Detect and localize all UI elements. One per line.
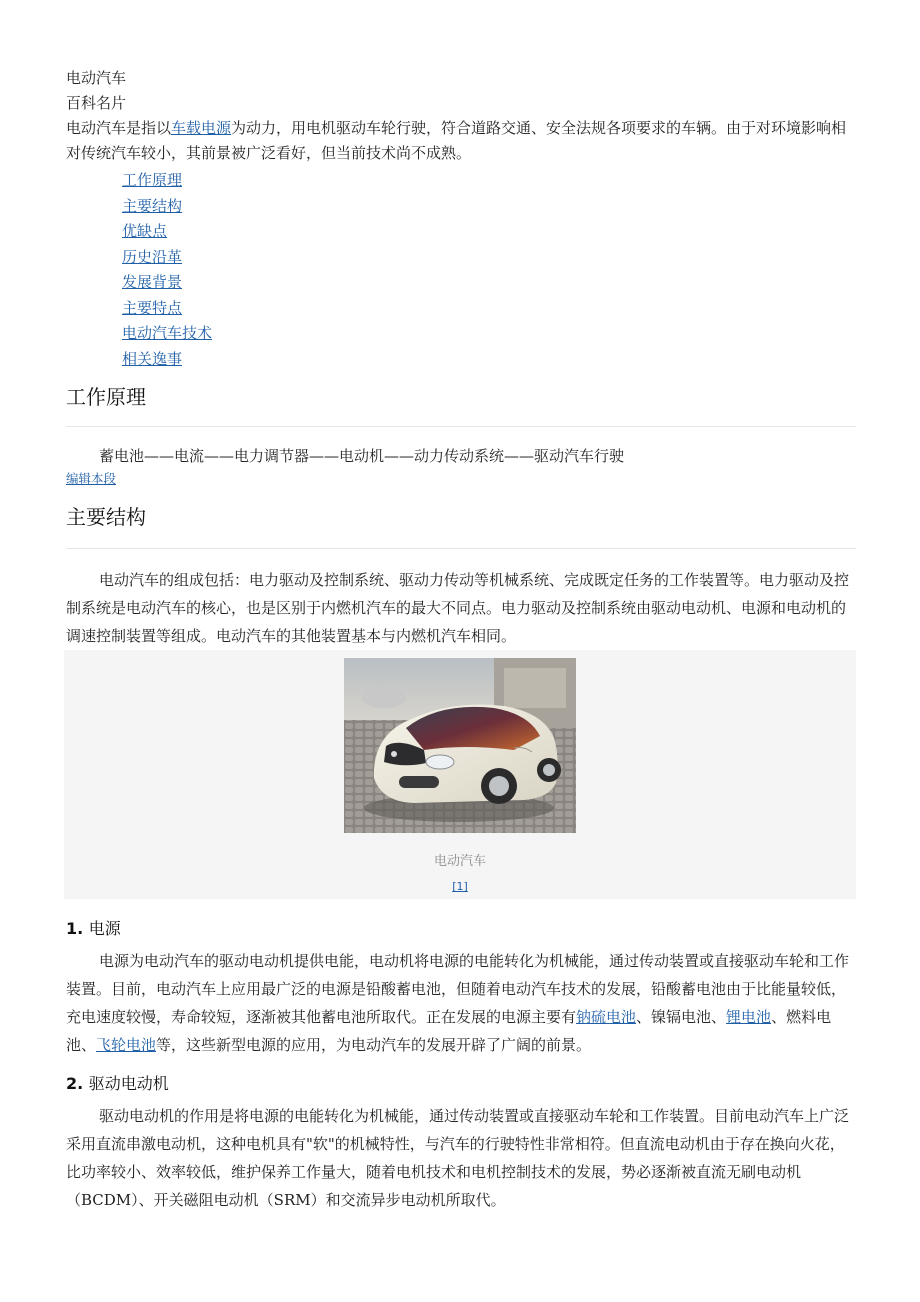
toc-link-background[interactable]: 发展背景: [122, 273, 183, 291]
toc-item: [122, 296, 856, 322]
edit-section-link[interactable]: 编辑本段: [66, 471, 117, 486]
section-heading-working-principle: 工作原理: [66, 385, 146, 409]
link-lithium-battery[interactable]: 锂电池: [726, 1008, 772, 1026]
card-label: 百科名片: [66, 94, 127, 112]
link-flywheel-battery[interactable]: 飞轮电池: [96, 1036, 157, 1054]
section-divider: [66, 548, 856, 549]
reference-link[interactable]: [1]: [452, 880, 468, 893]
page-title: 电动汽车: [66, 69, 127, 87]
link-sodium-sulfur-battery[interactable]: 钠硫电池: [576, 1008, 637, 1026]
toc-link-main-structure[interactable]: 主要结构: [122, 196, 183, 215]
drive-motor-text: 驱动电动机的作用是将电源的电能转化为机械能，通过传动装置或直接驱动车轮和工作装置。目前电动汽车上广泛采用直流串激电动机，这种电机具有"软"的机械特性，与汽车的行驶特性非常相符。但直流电动机由于存在换向火花，比功率较小、效率较低，维护保养工作量大，随着电机技术和电机控制技术的发展，势必逐渐被直流无刷电动机（BCDM）、开关磁阻电动机（SRM）和交流异步电动机所取代。: [66, 1107, 850, 1209]
power-text-c: 、燃料电池、: [66, 1008, 832, 1054]
subheading-title: 电源: [88, 919, 121, 938]
figure-box: [64, 650, 856, 899]
subheading-power-source: [66, 918, 856, 940]
figure-reference-wrap: [64, 875, 856, 894]
intro-text-b: 为动力，用电机驱动车轮行驶，符合道路交通、安全法规各项要求的车辆。由于对环境影响相对传统汽车较小，其前景被广泛看好，但当前技术尚不成熟。: [66, 119, 847, 162]
power-text-a: 电源为电动汽车的驱动电动机提供电能，电动机将电源的电能转化为机械能，通过传动装置或直接驱动车轮和工作装置。目前，电动汽车上应用最广泛的电源是铅酸蓄电池，但随着电动汽车技术的发展，铅酸蓄电池由于比能量较低，充电速度较慢，寿命较短，逐渐被其他蓄电池所取代。正在发展的电源主要有: [66, 952, 850, 1026]
toc-link-technology[interactable]: 电动汽车技术: [122, 324, 213, 342]
working-principle-text: 蓄电池——电流——电力调节器——电动机——动力传动系统——驱动汽车行驶: [99, 447, 625, 465]
toc-item: [122, 347, 856, 373]
intro-paragraph: [66, 116, 856, 166]
intro-text-a: 电动汽车是指以: [66, 119, 172, 137]
toc-item: [122, 321, 856, 347]
toc-link-features[interactable]: 主要特点: [122, 298, 183, 317]
toc-link-history[interactable]: 历史沿革: [122, 247, 183, 266]
subheading-number: 2.: [66, 1074, 84, 1093]
link-vehicle-power[interactable]: 车载电源: [171, 119, 232, 137]
toc-item: [122, 168, 856, 194]
figure-caption: 电动汽车: [433, 854, 486, 869]
toc-link-anecdotes[interactable]: 相关逸事: [122, 349, 183, 368]
power-source-text: [66, 947, 856, 1059]
section-heading-main-structure: 主要结构: [66, 505, 146, 529]
table-of-contents: [122, 168, 856, 372]
toc-link-working-principle[interactable]: 工作原理: [122, 171, 183, 189]
power-text-d: 等，这些新型电源的应用，为电动汽车的发展开辟了广阔的前景。: [156, 1036, 592, 1054]
section-divider: [66, 426, 856, 427]
subheading-number: 1.: [66, 919, 84, 938]
main-structure-text: 电动汽车的组成包括：电力驱动及控制系统、驱动力传动等机械系统、完成既定任务的工作装置等。电力驱动及控制系统是电动汽车的核心，也是区别于内燃机汽车的最大不同点。电力驱动及控制系统由驱动电动机、电源和电动机的调速控制装置等组成。电动汽车的其他装置基本与内燃机汽车相同。: [66, 571, 850, 645]
electric-car-image: [344, 658, 576, 833]
toc-item: [122, 270, 856, 296]
subheading-title: 驱动电动机: [88, 1074, 169, 1093]
article: [66, 66, 856, 1214]
subheading-drive-motor: [66, 1073, 856, 1095]
edit-section-link-wrap: [66, 470, 856, 488]
toc-item: [122, 194, 856, 220]
toc-item: [122, 245, 856, 271]
power-text-b: 、镍镉电池、: [636, 1008, 727, 1026]
toc-item: [122, 219, 856, 245]
toc-link-pros-cons[interactable]: 优缺点: [122, 222, 168, 240]
